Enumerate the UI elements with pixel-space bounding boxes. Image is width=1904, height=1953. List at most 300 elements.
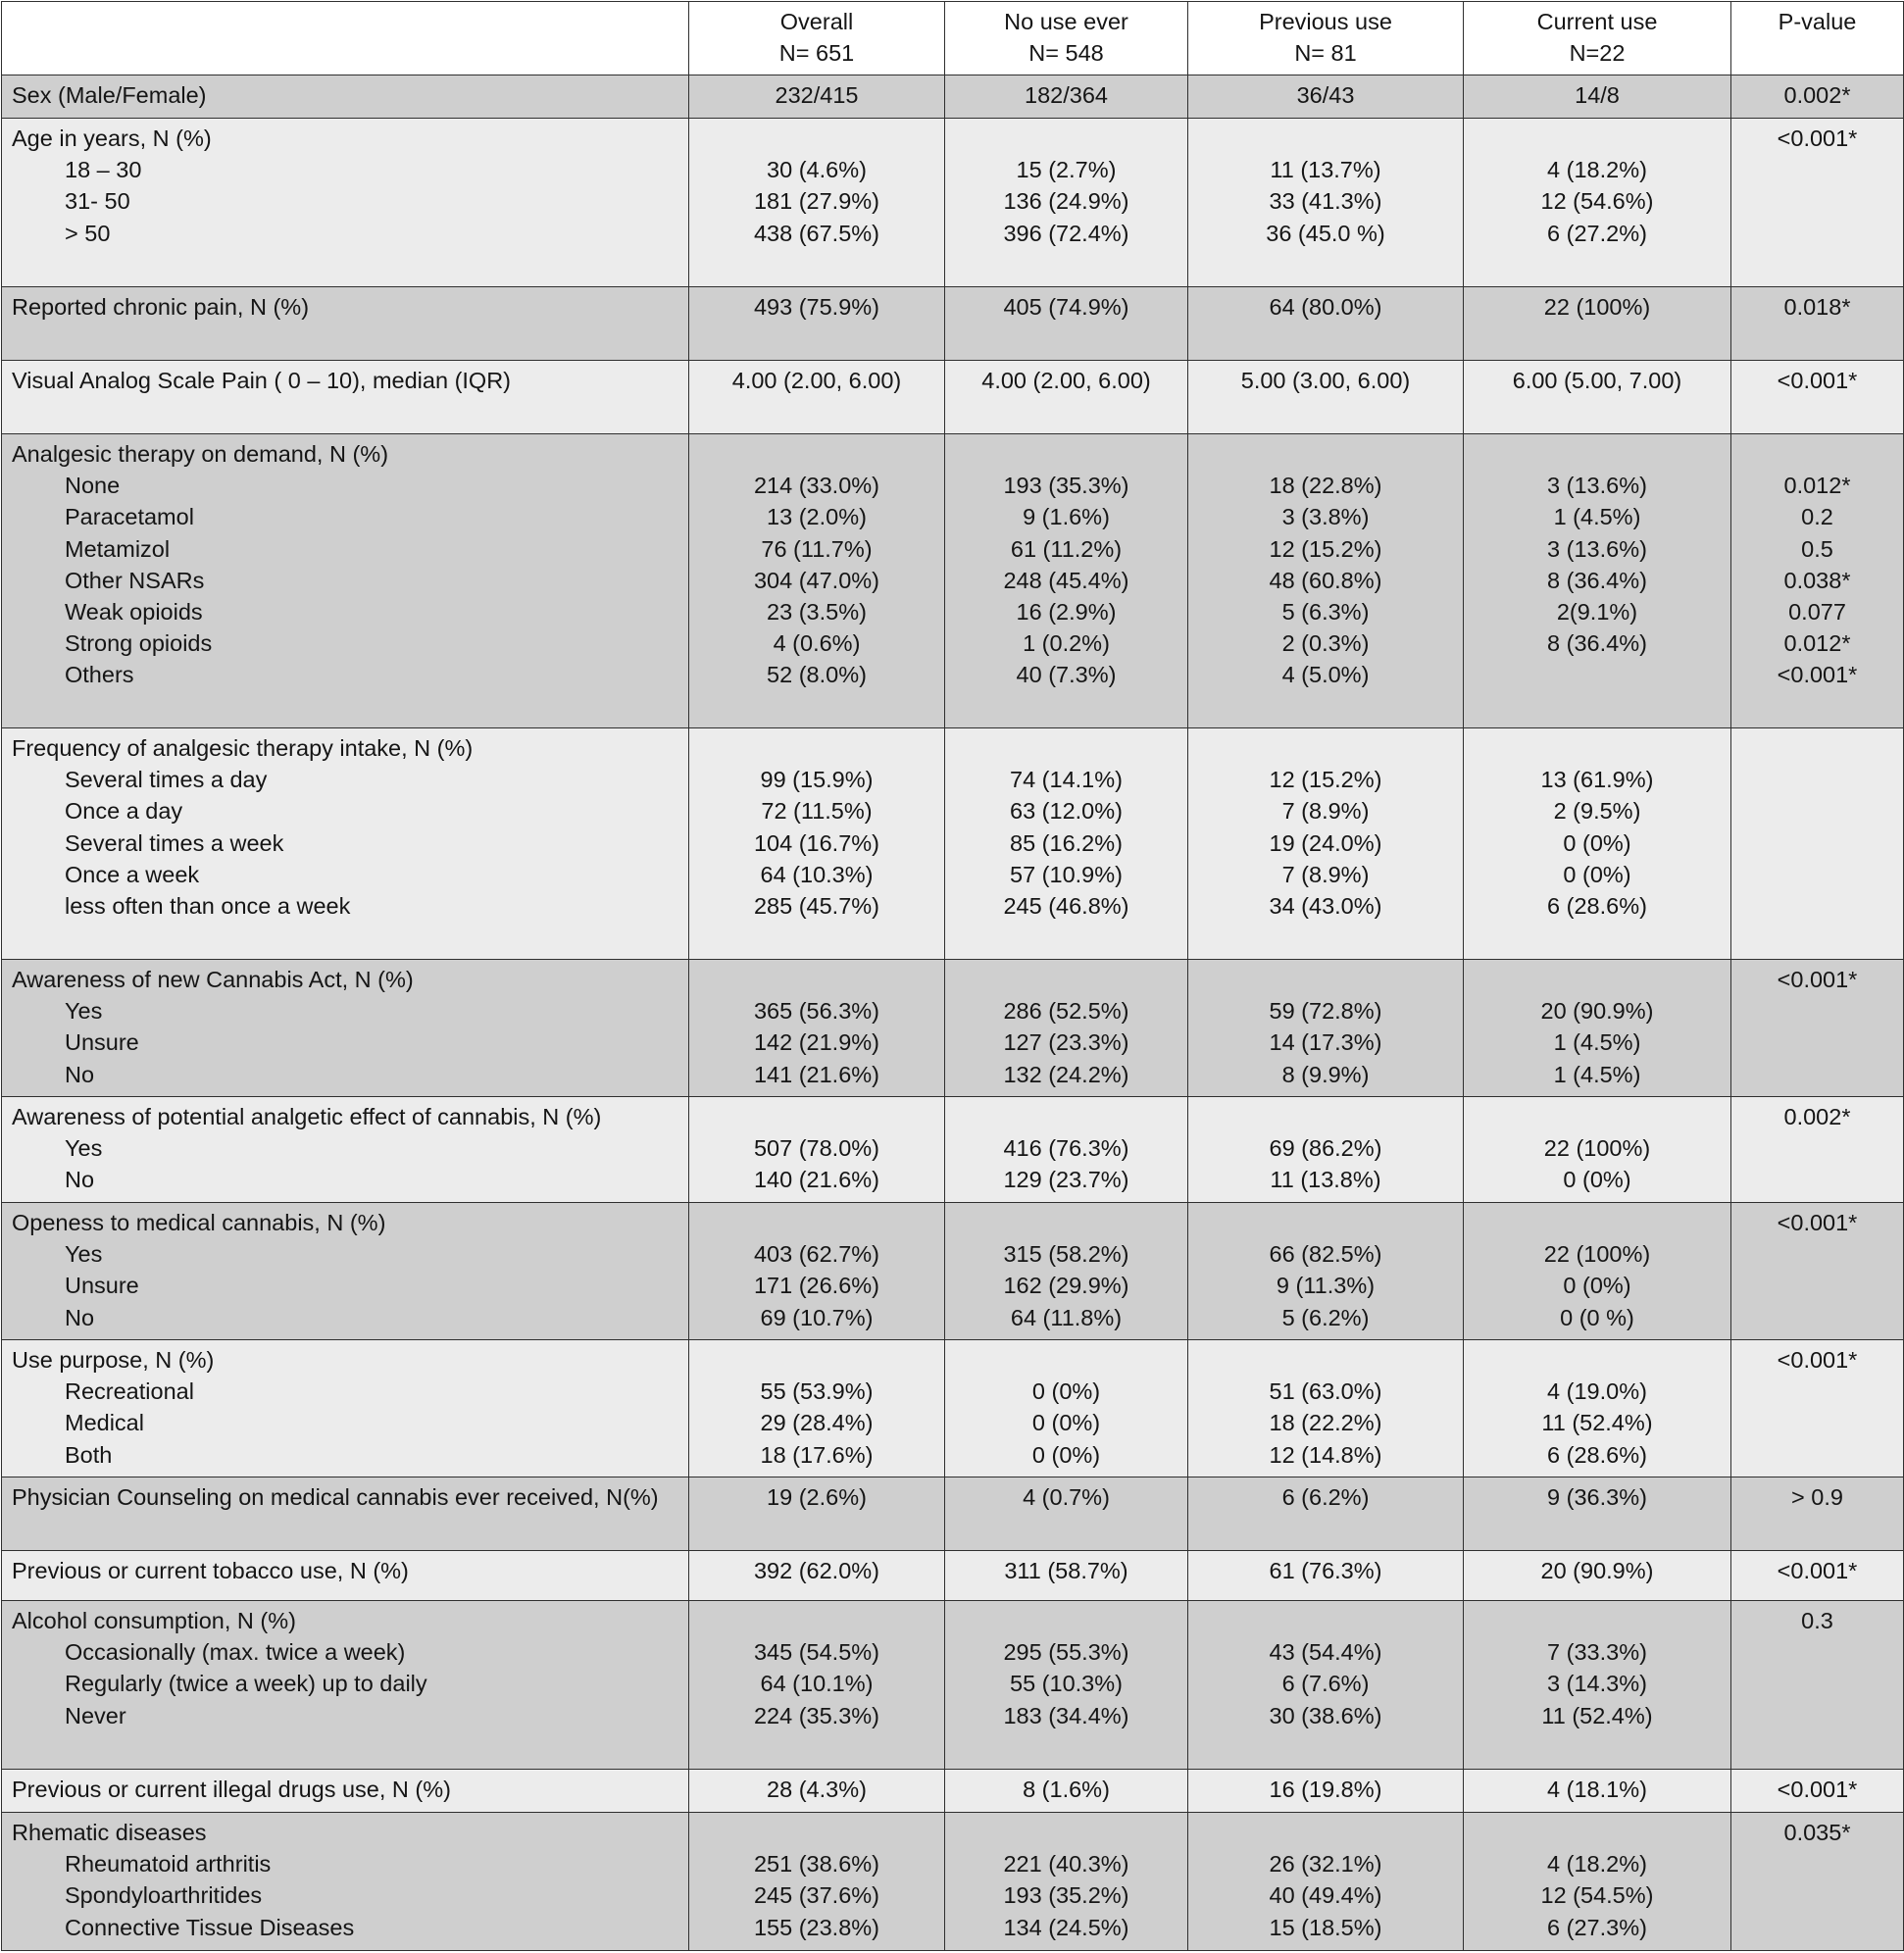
sub-item-value-current: 0 (0%) bbox=[1563, 861, 1631, 887]
sub-item-value-no-use: 74 (14.1%) bbox=[1010, 767, 1123, 793]
sub-item-value-p bbox=[1741, 1848, 1893, 1879]
sub-item-value-overall: 181 (27.9%) bbox=[753, 188, 880, 215]
summary-value-p: <0.001* bbox=[1777, 1210, 1858, 1235]
summary-value-previous bbox=[1198, 964, 1453, 995]
row-label-cell bbox=[2, 1203, 689, 1340]
cell-previous bbox=[1188, 287, 1464, 361]
sub-item-value-overall: 99 (15.9%) bbox=[760, 767, 874, 793]
sub-item-value-p bbox=[1741, 764, 1893, 795]
row-label: Use purpose, N (%) bbox=[12, 1347, 215, 1373]
sub-item-value-no-use: 0 (0%) bbox=[1031, 1410, 1101, 1436]
sub-item-value-previous: 18 (22.8%) bbox=[1269, 473, 1382, 499]
sub-item-value-previous: 51 (63.0%) bbox=[1269, 1378, 1382, 1405]
sub-item-label: Regularly (twice a week) up to daily bbox=[65, 1671, 427, 1697]
sub-item-value-current: 6 (27.3%) bbox=[1547, 1914, 1647, 1940]
sub-item-value-previous: 48 (60.8%) bbox=[1269, 567, 1382, 593]
sub-item-value-no-use: 295 (55.3%) bbox=[1003, 1639, 1129, 1666]
cell-current bbox=[1464, 1551, 1731, 1601]
sub-item-value-no-use: 129 (23.7%) bbox=[1003, 1167, 1129, 1193]
header-p-title: P-value bbox=[1778, 9, 1857, 34]
row-label-cell bbox=[2, 1813, 689, 1951]
sub-item-value-p bbox=[1741, 1439, 1893, 1471]
sub-item-value-no-use: 396 (72.4%) bbox=[1003, 220, 1129, 246]
sub-item-label: Occasionally (max. twice a week) bbox=[65, 1639, 406, 1666]
summary-value-current bbox=[1474, 1817, 1721, 1848]
row-label-cell bbox=[2, 434, 689, 728]
sub-item-label: No bbox=[65, 1167, 95, 1193]
sub-item-value-no-use: 63 (12.0%) bbox=[1010, 798, 1123, 825]
sub-item-value-previous: 36 (45.0 %) bbox=[1266, 220, 1385, 246]
summary-value-p bbox=[1741, 732, 1893, 764]
header-no-use-ever bbox=[945, 2, 1188, 75]
sub-item-label: less often than once a week bbox=[65, 893, 351, 920]
cell-no-use bbox=[945, 1477, 1188, 1551]
summary-value-p: <0.001* bbox=[1777, 1347, 1858, 1373]
table-row bbox=[2, 1203, 1904, 1340]
cell-p bbox=[1731, 728, 1904, 960]
cell-overall bbox=[689, 1097, 945, 1203]
cell-previous bbox=[1188, 960, 1464, 1097]
summary-value-overall bbox=[699, 1344, 934, 1376]
sub-item-value-current: 6 (28.6%) bbox=[1547, 1441, 1647, 1468]
sub-item-value-p: 0.012* bbox=[1783, 473, 1851, 499]
cell-p bbox=[1731, 1770, 1904, 1813]
cell-no-use bbox=[945, 960, 1188, 1097]
cell-current bbox=[1464, 1203, 1731, 1340]
sub-item-label: Once a week bbox=[65, 861, 200, 887]
cell-no-use bbox=[945, 1097, 1188, 1203]
sub-item-label: Yes bbox=[65, 1135, 103, 1162]
table-row bbox=[2, 434, 1904, 728]
cell-no-use bbox=[945, 287, 1188, 361]
summary-value-previous bbox=[1198, 1101, 1453, 1132]
sub-item-value-p bbox=[1741, 185, 1893, 217]
sub-item-label: Connective Tissue Diseases bbox=[65, 1914, 355, 1940]
sub-item-value-current: 4 (18.2%) bbox=[1547, 1851, 1647, 1878]
summary-value-overall: 28 (4.3%) bbox=[767, 1777, 867, 1802]
cell-overall bbox=[689, 119, 945, 287]
sub-item-value-p bbox=[1741, 1668, 1893, 1699]
sub-item-value-no-use: 245 (46.8%) bbox=[1003, 893, 1129, 920]
sub-item-value-previous: 40 (49.4%) bbox=[1269, 1882, 1382, 1909]
cell-p bbox=[1731, 119, 1904, 287]
summary-value-no-use bbox=[955, 1101, 1177, 1132]
sub-item-value-current: 0 (0%) bbox=[1563, 829, 1631, 856]
sub-item-value-p bbox=[1741, 1164, 1893, 1195]
sub-item-value-no-use: 61 (11.2%) bbox=[1010, 535, 1123, 562]
sub-item-value-current: 8 (36.4%) bbox=[1547, 630, 1647, 657]
summary-value-current bbox=[1474, 1101, 1721, 1132]
sub-item-value-current: 7 (33.3%) bbox=[1547, 1639, 1647, 1666]
sub-item-value-previous: 11 (13.7%) bbox=[1270, 157, 1381, 183]
sub-item-value-p bbox=[1741, 218, 1893, 249]
cell-p bbox=[1731, 287, 1904, 361]
row-label: Sex (Male/Female) bbox=[12, 82, 207, 108]
summary-value-current bbox=[1474, 964, 1721, 995]
summary-value-no-use bbox=[955, 732, 1177, 764]
header-p-value bbox=[1731, 2, 1904, 75]
cell-current bbox=[1464, 960, 1731, 1097]
row-label: Openess to medical cannabis, N (%) bbox=[12, 1210, 386, 1235]
cell-no-use bbox=[945, 361, 1188, 434]
sub-item-value-previous: 69 (86.2%) bbox=[1269, 1135, 1382, 1162]
sub-item-value-p bbox=[1741, 827, 1893, 859]
sub-item-value-p bbox=[1741, 995, 1893, 1027]
cell-overall bbox=[689, 287, 945, 361]
sub-item-value-p bbox=[1741, 1059, 1893, 1090]
sub-item-value-overall: 104 (16.7%) bbox=[753, 829, 880, 856]
summary-value-no-use: 4.00 (2.00, 6.00) bbox=[981, 368, 1151, 393]
summary-value-no-use bbox=[955, 438, 1177, 470]
summary-value-overall: 392 (62.0%) bbox=[753, 1558, 880, 1583]
summary-value-previous bbox=[1198, 1344, 1453, 1376]
header-row bbox=[2, 2, 1904, 75]
sub-item-value-p: 0.077 bbox=[1788, 599, 1846, 626]
sub-item-label: Strong opioids bbox=[65, 630, 213, 657]
sub-item-value-overall: 245 (37.6%) bbox=[753, 1882, 880, 1909]
cell-overall bbox=[689, 1203, 945, 1340]
sub-item-value-previous: 43 (54.4%) bbox=[1269, 1639, 1382, 1666]
sub-item-value-current: 22 (100%) bbox=[1543, 1135, 1651, 1162]
row-label-cell bbox=[2, 287, 689, 361]
sub-item-label: Unsure bbox=[65, 1029, 139, 1056]
summary-value-p: <0.001* bbox=[1777, 368, 1858, 393]
sub-item-value-no-use: 162 (29.9%) bbox=[1003, 1273, 1129, 1299]
sub-item-value-current: 3 (13.6%) bbox=[1547, 535, 1647, 562]
sub-item-value-previous: 12 (15.2%) bbox=[1269, 767, 1382, 793]
cell-p bbox=[1731, 1477, 1904, 1551]
sub-item-value-previous: 7 (8.9%) bbox=[1281, 798, 1370, 825]
summary-value-no-use bbox=[955, 964, 1177, 995]
sub-item-value-previous: 11 (13.8%) bbox=[1270, 1167, 1381, 1193]
summary-value-no-use bbox=[955, 1817, 1177, 1848]
sub-item-value-p bbox=[1741, 1238, 1893, 1270]
sub-item-value-p: 0.012* bbox=[1783, 630, 1851, 657]
summary-value-previous: 16 (19.8%) bbox=[1269, 1777, 1382, 1802]
sub-item-label: Metamizol bbox=[65, 535, 171, 562]
sub-item-label: None bbox=[65, 473, 121, 499]
cell-previous bbox=[1188, 361, 1464, 434]
sub-item-value-previous: 59 (72.8%) bbox=[1269, 998, 1382, 1025]
summary-value-current: 4 (18.1%) bbox=[1547, 1777, 1647, 1802]
sub-item-value-overall: 214 (33.0%) bbox=[753, 473, 880, 499]
summary-value-overall bbox=[699, 732, 934, 764]
sub-item-value-overall: 23 (3.5%) bbox=[767, 599, 867, 626]
sub-item-value-previous: 66 (82.5%) bbox=[1269, 1241, 1382, 1268]
sub-item-value-overall: 69 (10.7%) bbox=[760, 1304, 874, 1330]
sub-item-label: Several times a day bbox=[65, 767, 268, 793]
sub-item-value-previous: 4 (5.0%) bbox=[1281, 662, 1370, 688]
sub-item-value-previous: 18 (22.2%) bbox=[1269, 1410, 1382, 1436]
cell-overall bbox=[689, 728, 945, 960]
cell-previous bbox=[1188, 1340, 1464, 1477]
summary-value-overall bbox=[699, 964, 934, 995]
table-row bbox=[2, 75, 1904, 119]
cell-previous bbox=[1188, 1551, 1464, 1601]
summary-value-previous bbox=[1198, 1605, 1453, 1636]
sub-item-value-previous: 8 (9.9%) bbox=[1281, 1061, 1370, 1087]
sub-item-value-overall: 30 (4.6%) bbox=[767, 157, 867, 183]
summary-value-overall bbox=[699, 1817, 934, 1848]
sub-item-value-overall: 18 (17.6%) bbox=[760, 1441, 874, 1468]
sub-item-value-previous: 33 (41.3%) bbox=[1269, 188, 1382, 215]
summary-value-p: <0.001* bbox=[1777, 967, 1858, 992]
row-label: Previous or current tobacco use, N (%) bbox=[12, 1558, 409, 1583]
table-row bbox=[2, 1813, 1904, 1951]
summary-value-overall bbox=[699, 1605, 934, 1636]
sub-item-value-p bbox=[1741, 1270, 1893, 1301]
sub-item-value-current: 0 (0%) bbox=[1563, 1273, 1631, 1299]
sub-item-value-current: 1 (4.5%) bbox=[1553, 1029, 1641, 1056]
sub-item-label: 31- 50 bbox=[65, 188, 130, 215]
sub-item-value-previous: 30 (38.6%) bbox=[1269, 1702, 1382, 1728]
cell-overall bbox=[689, 1477, 945, 1551]
sub-item-value-no-use: 193 (35.3%) bbox=[1003, 473, 1129, 499]
table-row bbox=[2, 728, 1904, 960]
table-row bbox=[2, 1551, 1904, 1601]
sub-item-value-p bbox=[1741, 1879, 1893, 1911]
sub-item-value-current: 2(9.1%) bbox=[1556, 599, 1638, 626]
sub-item-value-overall: 507 (78.0%) bbox=[753, 1135, 880, 1162]
sub-item-value-p: 0.2 bbox=[1801, 504, 1833, 530]
sub-item-value-no-use: 315 (58.2%) bbox=[1003, 1241, 1129, 1268]
row-label-cell bbox=[2, 75, 689, 119]
sub-item-value-no-use: 1 (0.2%) bbox=[1023, 630, 1110, 657]
table-row bbox=[2, 1340, 1904, 1477]
sub-item-value-previous: 26 (32.1%) bbox=[1269, 1851, 1382, 1878]
sub-item-value-current: 20 (90.9%) bbox=[1540, 998, 1654, 1025]
sub-item-value-p bbox=[1741, 1027, 1893, 1058]
baseline-characteristics-table bbox=[1, 1, 1904, 1951]
sub-item-value-previous: 14 (17.3%) bbox=[1269, 1029, 1382, 1056]
row-label-cell bbox=[2, 1340, 689, 1477]
row-label: Awareness of potential analgetic effect of cannabis, N (%) bbox=[12, 1104, 602, 1129]
summary-value-current: 9 (36.3%) bbox=[1547, 1484, 1647, 1510]
sub-item-value-current: 22 (100%) bbox=[1543, 1241, 1651, 1268]
cell-overall bbox=[689, 361, 945, 434]
sub-item-value-overall: 251 (38.6%) bbox=[753, 1851, 880, 1878]
sub-item-value-overall: 438 (67.5%) bbox=[753, 220, 880, 246]
sub-item-label: 18 – 30 bbox=[65, 157, 142, 183]
table-row bbox=[2, 361, 1904, 434]
summary-value-overall: 19 (2.6%) bbox=[767, 1484, 867, 1510]
sub-item-value-previous: 9 (11.3%) bbox=[1276, 1273, 1376, 1299]
sub-item-value-overall: 64 (10.1%) bbox=[760, 1671, 874, 1697]
cell-current bbox=[1464, 1601, 1731, 1770]
sub-item-label: No bbox=[65, 1304, 95, 1330]
cell-current bbox=[1464, 287, 1731, 361]
summary-value-no-use bbox=[955, 1344, 1177, 1376]
cell-no-use bbox=[945, 1203, 1188, 1340]
sub-item-value-overall: 155 (23.8%) bbox=[753, 1914, 880, 1940]
row-label-cell bbox=[2, 1477, 689, 1551]
summary-value-previous: 5.00 (3.00, 6.00) bbox=[1240, 368, 1411, 393]
header-label-cell bbox=[2, 2, 689, 75]
sub-item-value-no-use: 286 (52.5%) bbox=[1003, 998, 1129, 1025]
sub-item-value-p bbox=[1741, 1407, 1893, 1438]
sub-item-value-current: 2 (9.5%) bbox=[1553, 798, 1641, 825]
sub-item-value-current: 0 (0 %) bbox=[1560, 1304, 1634, 1330]
sub-item-value-p bbox=[1741, 795, 1893, 826]
cell-no-use bbox=[945, 1770, 1188, 1813]
sub-item-value-overall: 55 (53.9%) bbox=[760, 1378, 874, 1405]
summary-value-p: 0.018* bbox=[1783, 294, 1851, 320]
header-previous-title: Previous use bbox=[1259, 9, 1392, 34]
cell-current bbox=[1464, 119, 1731, 287]
cell-no-use bbox=[945, 1551, 1188, 1601]
summary-value-p: 0.035* bbox=[1783, 1820, 1851, 1845]
header-current-use bbox=[1464, 2, 1731, 75]
row-label-cell bbox=[2, 960, 689, 1097]
sub-item-value-p bbox=[1741, 859, 1893, 890]
summary-value-no-use bbox=[955, 123, 1177, 154]
row-label: Age in years, N (%) bbox=[12, 125, 212, 151]
row-label-cell bbox=[2, 1601, 689, 1770]
cell-p bbox=[1731, 1203, 1904, 1340]
cell-overall bbox=[689, 1340, 945, 1477]
summary-value-previous: 36/43 bbox=[1296, 82, 1355, 108]
sub-item-value-current: 13 (61.9%) bbox=[1540, 767, 1654, 793]
row-label-cell bbox=[2, 1770, 689, 1813]
cell-p bbox=[1731, 1097, 1904, 1203]
summary-value-p: 0.002* bbox=[1783, 82, 1851, 108]
sub-item-label: Yes bbox=[65, 1241, 103, 1268]
summary-value-p: <0.001* bbox=[1777, 1558, 1858, 1583]
summary-value-overall bbox=[699, 438, 934, 470]
sub-item-value-overall: 345 (54.5%) bbox=[753, 1639, 880, 1666]
sub-item-value-overall: 13 (2.0%) bbox=[767, 504, 867, 530]
cell-current bbox=[1464, 728, 1731, 960]
sub-item-value-overall: 72 (11.5%) bbox=[761, 798, 873, 825]
summary-value-current bbox=[1474, 1605, 1721, 1636]
row-label: Frequency of analgesic therapy intake, N (%) bbox=[12, 735, 474, 761]
header-no-use-n: N= 548 bbox=[1028, 40, 1104, 67]
sub-item-value-previous: 5 (6.2%) bbox=[1281, 1304, 1370, 1330]
summary-value-p: 0.002* bbox=[1783, 1104, 1851, 1129]
sub-item-value-no-use: 136 (24.9%) bbox=[1003, 188, 1129, 215]
summary-value-overall bbox=[699, 123, 934, 154]
summary-value-current: 14/8 bbox=[1575, 82, 1620, 108]
summary-value-previous: 6 (6.2%) bbox=[1281, 1484, 1370, 1510]
header-previous-use bbox=[1188, 2, 1464, 75]
row-label: Previous or current illegal drugs use, N (%) bbox=[12, 1777, 451, 1802]
summary-value-overall bbox=[699, 1207, 934, 1238]
header-overall-title: Overall bbox=[779, 9, 854, 34]
sub-item-value-no-use: 193 (35.2%) bbox=[1003, 1882, 1129, 1909]
cell-current bbox=[1464, 434, 1731, 728]
cell-overall bbox=[689, 1770, 945, 1813]
sub-item-value-current: 0 (0%) bbox=[1563, 1167, 1631, 1193]
sub-item-label: No bbox=[65, 1061, 95, 1087]
sub-item-value-overall: 171 (26.6%) bbox=[753, 1273, 880, 1299]
cell-previous bbox=[1188, 1203, 1464, 1340]
sub-item-label: Others bbox=[65, 662, 134, 688]
cell-previous bbox=[1188, 1770, 1464, 1813]
summary-value-previous bbox=[1198, 1207, 1453, 1238]
sub-item-value-overall: 304 (47.0%) bbox=[753, 567, 880, 593]
cell-previous bbox=[1188, 1097, 1464, 1203]
cell-current bbox=[1464, 1477, 1731, 1551]
cell-previous bbox=[1188, 75, 1464, 119]
sub-item-value-previous: 7 (8.9%) bbox=[1281, 861, 1370, 887]
cell-overall bbox=[689, 1601, 945, 1770]
row-label: Alcohol consumption, N (%) bbox=[12, 1608, 296, 1633]
summary-value-overall: 493 (75.9%) bbox=[753, 294, 880, 320]
row-label-cell bbox=[2, 728, 689, 960]
sub-item-value-no-use: 57 (10.9%) bbox=[1010, 861, 1123, 887]
sub-item-value-overall: 142 (21.9%) bbox=[753, 1029, 880, 1056]
table-row bbox=[2, 960, 1904, 1097]
header-overall bbox=[689, 2, 945, 75]
sub-item-label: Weak opioids bbox=[65, 599, 203, 626]
sub-item-value-p bbox=[1741, 1376, 1893, 1407]
sub-item-value-current: 4 (19.0%) bbox=[1547, 1378, 1647, 1405]
cell-current bbox=[1464, 1770, 1731, 1813]
cell-no-use bbox=[945, 1601, 1188, 1770]
cell-previous bbox=[1188, 119, 1464, 287]
cell-previous bbox=[1188, 1477, 1464, 1551]
sub-item-value-no-use: 9 (1.6%) bbox=[1023, 504, 1110, 530]
sub-item-label: Unsure bbox=[65, 1273, 139, 1299]
row-label: Rhematic diseases bbox=[12, 1820, 207, 1845]
sub-item-value-overall: 365 (56.3%) bbox=[753, 998, 880, 1025]
cell-overall bbox=[689, 75, 945, 119]
summary-value-no-use: 8 (1.6%) bbox=[1023, 1777, 1110, 1802]
cell-no-use bbox=[945, 75, 1188, 119]
cell-p bbox=[1731, 1601, 1904, 1770]
sub-item-value-current: 6 (28.6%) bbox=[1547, 893, 1647, 920]
sub-item-label: Paracetamol bbox=[65, 504, 194, 530]
cell-p bbox=[1731, 960, 1904, 1097]
sub-item-label: Spondyloarthritides bbox=[65, 1882, 263, 1909]
sub-item-label: Never bbox=[65, 1702, 126, 1728]
summary-value-previous bbox=[1198, 732, 1453, 764]
sub-item-value-p: <0.001* bbox=[1777, 662, 1858, 688]
cell-previous bbox=[1188, 728, 1464, 960]
row-label: Physician Counseling on medical cannabis ever received, N(%) bbox=[12, 1484, 659, 1510]
sub-item-value-current: 3 (13.6%) bbox=[1547, 473, 1647, 499]
summary-value-current: 6.00 (5.00, 7.00) bbox=[1512, 368, 1682, 393]
summary-value-previous bbox=[1198, 1817, 1453, 1848]
sub-item-value-current: 12 (54.6%) bbox=[1540, 188, 1654, 215]
sub-item-value-overall: 403 (62.7%) bbox=[753, 1241, 880, 1268]
sub-item-value-current: 4 (18.2%) bbox=[1547, 157, 1647, 183]
table-row bbox=[2, 119, 1904, 287]
sub-item-value-no-use: 134 (24.5%) bbox=[1003, 1914, 1129, 1940]
cell-current bbox=[1464, 1340, 1731, 1477]
sub-item-value-no-use: 127 (23.3%) bbox=[1003, 1029, 1129, 1056]
sub-item-value-p bbox=[1741, 1700, 1893, 1731]
summary-value-overall: 4.00 (2.00, 6.00) bbox=[731, 368, 902, 393]
summary-value-overall: 232/415 bbox=[775, 82, 859, 108]
sub-item-value-previous: 12 (15.2%) bbox=[1269, 535, 1382, 562]
summary-value-p: <0.001* bbox=[1777, 125, 1858, 151]
cell-p bbox=[1731, 361, 1904, 434]
sub-item-value-no-use: 0 (0%) bbox=[1031, 1441, 1101, 1468]
summary-value-no-use: 311 (58.7%) bbox=[1004, 1558, 1128, 1583]
sub-item-value-no-use: 183 (34.4%) bbox=[1003, 1702, 1129, 1728]
sub-item-value-no-use: 132 (24.2%) bbox=[1003, 1061, 1129, 1087]
row-label-cell bbox=[2, 1097, 689, 1203]
cell-current bbox=[1464, 1097, 1731, 1203]
row-label: Awareness of new Cannabis Act, N (%) bbox=[12, 967, 414, 992]
sub-item-value-no-use: 85 (16.2%) bbox=[1010, 829, 1123, 856]
cell-current bbox=[1464, 1813, 1731, 1951]
sub-item-value-overall: 285 (45.7%) bbox=[753, 893, 880, 920]
summary-value-previous bbox=[1198, 123, 1453, 154]
summary-value-current bbox=[1474, 1344, 1721, 1376]
summary-value-no-use: 182/364 bbox=[1025, 82, 1108, 108]
